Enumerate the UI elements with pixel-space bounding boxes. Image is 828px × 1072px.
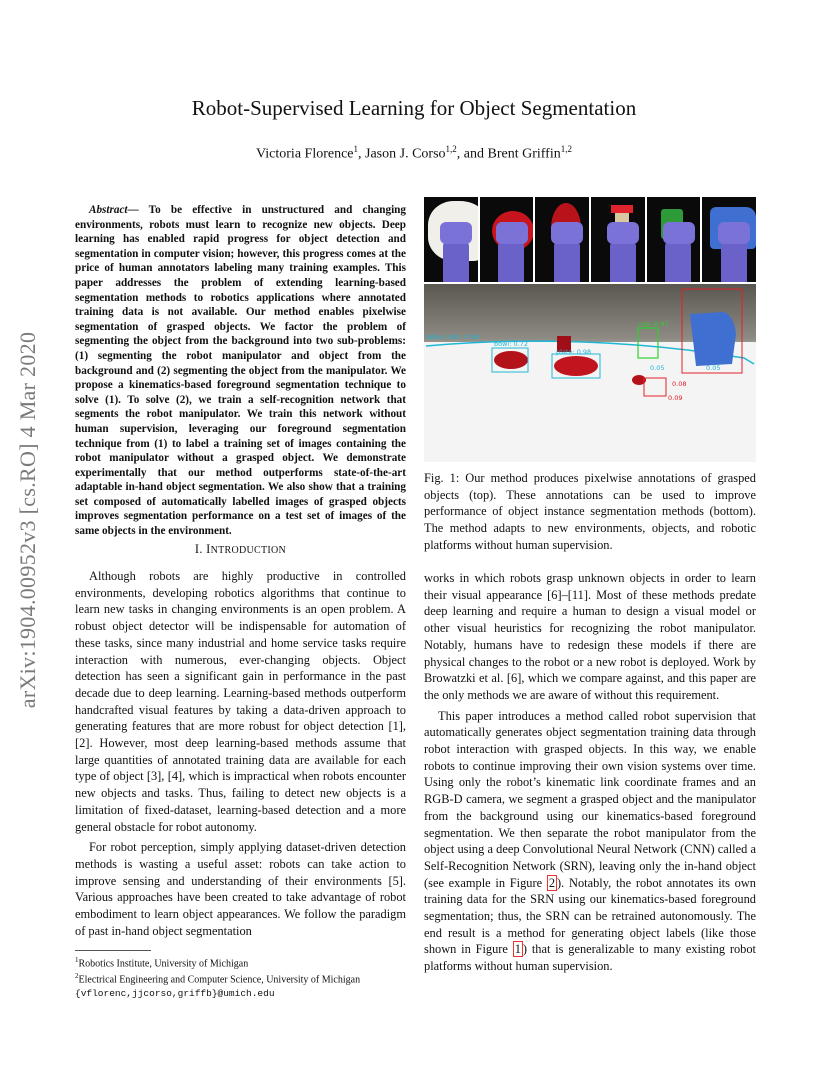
thumbnail-plate [535,197,589,282]
label-tablecloth: table cloth: 0.98 [426,333,480,341]
abstract [75,203,406,539]
paragraph: Although robots are highly productive in controlled environments, developing robotics algorithms that continue to learn new tasks in changing environments is an open problem. A robust object detector will be indispensable for automation of these tasks, since many industrial and home service tasks require interaction with numerous, ever-changing objects. Object detection has seen a significant gain in performance in the past decade due to deep learning. Learning-based methods outperform handcrafted visual features by taking a data-driven approach to generating features that are more robust for object detection [1], [2]. However, most deep learning-based methods assume that large quantities of annotated training data are available for each type of object [3], [4], which is impractical when robots encounter new objects and tasks. Thus, failing to detect new objects is a limitation of fixed-dataset, learning-based detection and a more general obstacle for robot autonomy. [75,569,406,834]
thumbnail-cloth [424,197,478,282]
robot-arm [498,242,524,282]
footnote-text: Robotics Institute, University of Michigan [78,958,249,970]
pitcher-object [690,312,736,366]
author-affiliation: 1,2 [560,144,572,154]
author-separator: , [358,146,366,162]
glass-box [638,328,658,358]
label-score: 0.05 [650,364,665,372]
author-list [0,144,828,163]
footnote-mark: 1 [75,956,79,964]
robot-arm [665,242,691,282]
robot-gripper [663,222,695,244]
email-addresses: {vflorenc,jjcorso,griffb}@umich.edu [75,987,275,999]
paragraph-text: This paper introduces a method called robot supervision that automatically generates object segmentation training data through robot interaction with grasped objects. In this way, we enable robots to continue improving their own vision systems over time. Using only the robot’s kinematic link coordinate frames and an RGB-D camera, we segment a grasped object and the manipulator from the background using our kinematics-based foreground segmentation. We then separate the robot manipulator from the object using a deep Convolutional Neural Network (CNN) called a Self-Recognition Network (SRN), leaving only the in-hand object (see example in Figure [424,708,756,890]
author-name: Victoria Florence [256,146,354,162]
author-affiliation: 1 [353,144,359,154]
section-title-initial: I [206,542,211,556]
paper-title: Robot-Supervised Learning for Object Segmentation [191,96,637,120]
label-bowl: bowl: 0.72 [494,340,528,348]
thumbnail-cup [647,197,701,282]
author-separator: , and [456,146,488,162]
footnote [75,954,415,970]
abstract-label: Abstract [89,204,128,216]
bowl-object [494,351,528,369]
robot-arm [610,242,636,282]
robot-arm [721,242,747,282]
paragraph: For robot perception, simply applying dataset-driven detection methods is wasting a useful asset: robots can take action to improve sensing and understanding of their environments [5]. Various approaches have been created to take advantage of robot embodiment to learn object appearances. We follow the paradigm of past in-hand object segmentation [75,840,406,938]
robot-gripper [440,222,472,244]
footnote-rule [75,950,151,951]
clutter-box [644,378,666,396]
robot-gripper [551,222,583,244]
figure-link[interactable]: 1 [514,942,521,957]
footnote [75,970,415,986]
thumbnail-pitcher [702,197,756,282]
robot-gripper [718,222,750,244]
detection-overlay [424,284,756,462]
abstract-text: — To be effective in unstructured and changing environments, robots must learn to recognize new objects. Deep learning has enabled rapid progress for object detection and segmentation in computer vision; however, this progress comes at the price of human annotators labeling many training examples. This paper addresses the problem of extending learning-based segmentation methods to robotics applications where annotated training data is not available. Our method enables pixelwise segmentation of grasped objects. We factor the problem of segmenting the object from the background into two sub-problems: (1) segmenting the robot manipulator and object from the background and (2) segmenting the object from the manipulator. We propose a kinematics-based foreground segmentation technique to solve (1). To solve (2), we train a self-recognition network that segments the robot manipulator. We train this network without human supervision, leveraging our foreground segmentation technique from (1) to label a training set of images containing the robot manipulator without a grasped object. We demonstrate experimentally that our method outperforms state-of-the-art adaptable in-hand object segmentation. We also show that a training set composed of automatically labelled images of grasped objects improves segmentation performance on a test set of images of the same objects in the environment. [75,204,406,538]
section-title-rest: NTRODUCTION [210,545,287,556]
author-affiliation: 1,2 [445,144,457,154]
footnotes [75,954,415,1000]
thumbnail-bowl [480,197,534,282]
intro-body [75,568,406,939]
footnote-mark: 2 [75,972,79,981]
plate-object [554,356,598,376]
right-column-body [424,570,756,975]
thumbnail-spray [591,197,645,282]
robot-gripper [496,222,528,244]
arxiv-identifier: arXiv:1904.00952v3 [cs.RO] 4 Mar 2020 [15,331,40,709]
paragraph-text: ) that is generalizable to many existing robot platforms without human supervision. [424,942,757,974]
author-name: Brent Griffin [487,146,561,162]
figure-caption: Fig. 1: Our method produces pixelwise annotations of grasped objects (top). These annotations can be used to improve performance of object instance segmentation methods (bottom). The method adapts to new environments, objects, and robotic platforms without human supervision. [424,471,756,552]
label-score: 0.08 [672,380,687,388]
label-cup: cup: 0.97 [638,320,669,328]
figure-1 [424,197,756,462]
footnote-text: Electrical Engineering and Computer Science, University of Michigan [78,974,361,986]
section-heading [75,542,406,557]
section-number: I. [194,542,207,556]
label-score: 0.09 [668,394,683,402]
paragraph-text: ). Notably, the robot annotates its own training data for the SRN using our kinematics-based foreground segmentation; thus, the SRN can be retrained autonomously. The end result is a method for generating object labels (like those shown in Figure [424,875,757,957]
segmentation-scene [424,284,756,462]
robot-gripper [607,222,639,244]
label-plate: plate: 0.98 [556,348,592,356]
paragraph [424,708,756,975]
arxiv-sidebar [8,290,48,750]
author-name: Jason J. Corso [365,146,446,162]
grasp-thumbnails [424,197,756,282]
paragraph: works in which robots grasp unknown objects in order to learn their visual appearance [6]–[11]. Most of these methods predate deep learning and require a human to design a visual model or other visual heuristics for recognizing the robot manipulator. Notably, humans have to redesign these models if there are physical changes to the robot or a new robot is deployed. Work by Browatzki et al. [6], which we compare against, and this paper are the only methods we are aware of without this requirement. [424,571,756,702]
robot-arm [443,242,469,282]
robot-arm [554,242,580,282]
figure-link[interactable]: 2 [548,875,556,890]
label-score: 0.05 [706,364,721,372]
